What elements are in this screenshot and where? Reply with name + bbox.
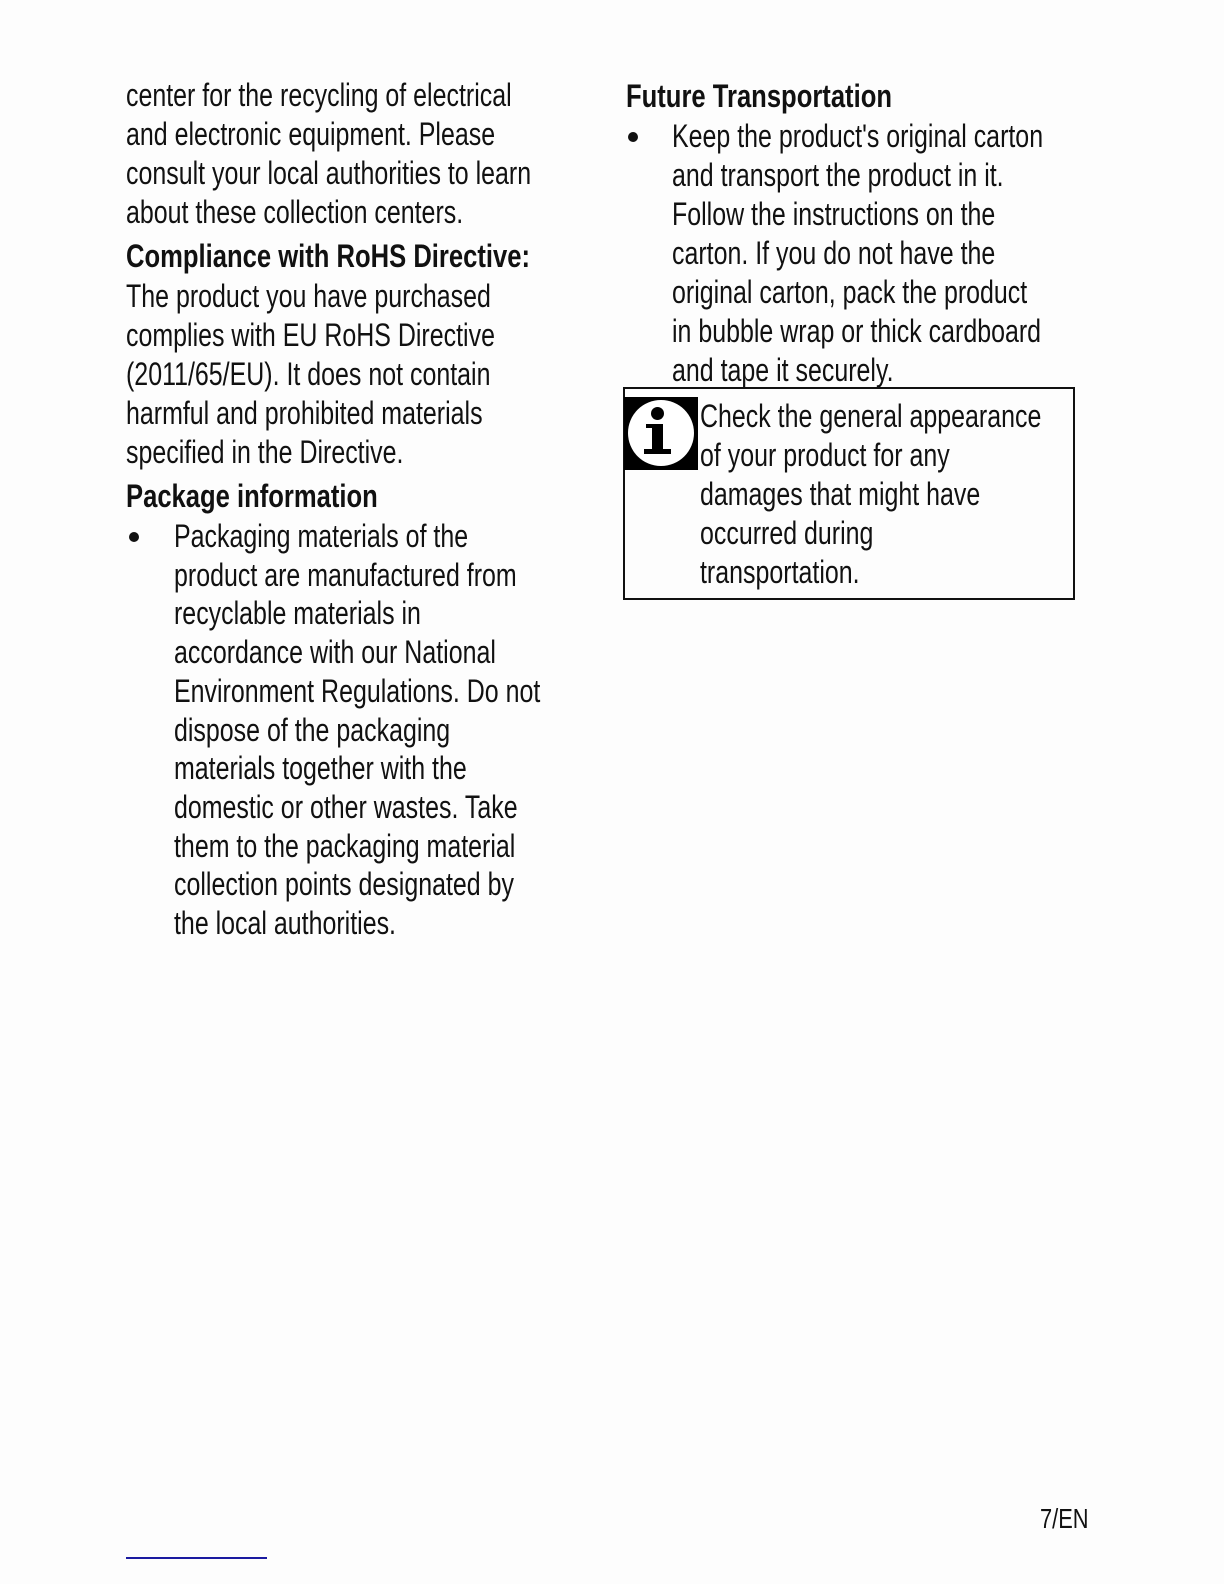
note-text-line: Check the general appearance (700, 398, 1042, 434)
intro-text-line: center for the recycling of electrical (126, 77, 512, 113)
transport-text-line: in bubble wrap or thick cardboard (672, 313, 1042, 349)
footer-rule (126, 1557, 267, 1559)
transport-text-line: carton. If you do not have the (672, 235, 996, 271)
transport-text-line: Keep the product's original carton (672, 118, 1044, 154)
package-text-line: recyclable materials in (174, 595, 421, 632)
note-text-line: of your product for any (700, 437, 950, 473)
note-text-line: occurred during (700, 515, 874, 551)
package-text-line: materials together with the (174, 750, 467, 787)
page-number: 7/EN (1040, 1503, 1089, 1534)
intro-text-line: about these collection centers. (126, 194, 464, 230)
note-text-line: transportation. (700, 554, 860, 590)
package-text-line: accordance with our National (174, 634, 496, 671)
transport-text-line: original carton, pack the product (672, 274, 1028, 310)
rohs-text-line: specified in the Directive. (126, 434, 404, 470)
package-text-line: the local authorities. (174, 905, 396, 941)
package-text-line: them to the packaging material (174, 827, 516, 864)
note-text-line: damages that might have (700, 476, 981, 512)
bullet-icon (628, 132, 638, 142)
rohs-text-line: The product you have purchased (126, 278, 491, 314)
rohs-heading: Compliance with RoHS Directive: (126, 238, 530, 274)
transport-text-line: and transport the product in it. (672, 157, 1004, 193)
package-text-line: product are manufactured from (174, 556, 517, 593)
transport-text-line: Follow the instructions on the (672, 196, 996, 232)
bullet-icon (129, 532, 139, 542)
package-heading: Package information (126, 478, 378, 514)
info-icon (624, 397, 698, 470)
rohs-text-line: harmful and prohibited materials (126, 395, 483, 431)
transport-text-line: and tape it securely. (672, 352, 894, 388)
package-text-line: Packaging materials of the (174, 518, 469, 554)
rohs-text-line: (2011/65/EU). It does not contain (126, 356, 491, 392)
rohs-text-line: complies with EU RoHS Directive (126, 317, 495, 353)
package-text-line: dispose of the packaging (174, 711, 451, 748)
package-text-line: domestic or other wastes. Take (174, 788, 518, 825)
intro-text-line: consult your local authorities to learn (126, 155, 532, 191)
package-text-line: Environment Regulations. Do not (174, 672, 541, 709)
package-text-line: collection points designated by (174, 866, 514, 903)
intro-text-line: and electronic equipment. Please (126, 116, 496, 152)
transport-heading: Future Transportation (626, 78, 892, 114)
